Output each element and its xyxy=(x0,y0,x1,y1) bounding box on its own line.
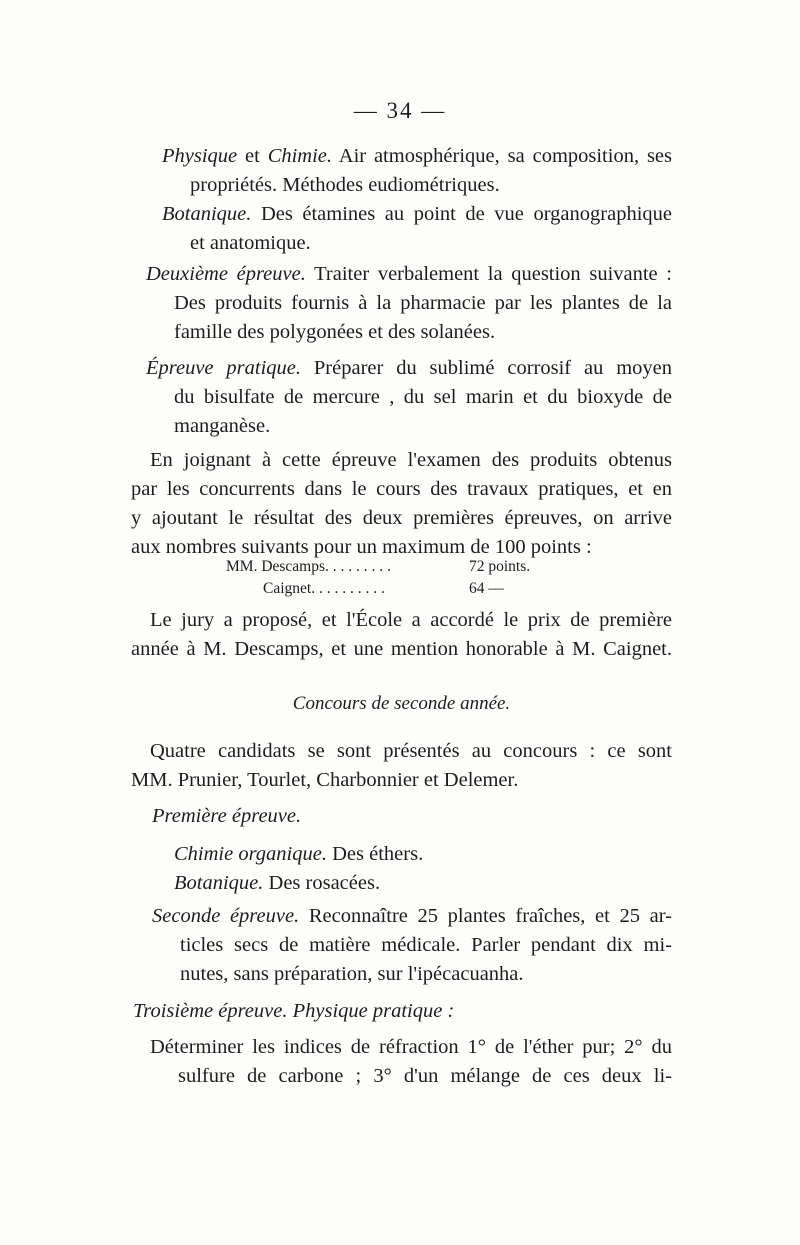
text-line xyxy=(174,869,574,898)
score-table xyxy=(226,556,556,600)
paragraph-epreuve-pratique xyxy=(146,354,672,441)
italic-term: Première épreuve. xyxy=(152,805,302,827)
text-span: Reconnaître 25 plantes fraîches, et 25 ar- xyxy=(299,905,672,927)
paragraph-candidats xyxy=(131,737,672,795)
score-name: Caignet. . . . . . . . . . xyxy=(263,580,385,597)
italic-term: Chimie organique. xyxy=(174,843,327,865)
text-line: famille des polygonées et des solanées. xyxy=(174,321,496,343)
paragraph-physique-chimie xyxy=(162,142,672,258)
text-line: manganèse. xyxy=(174,415,271,437)
text-line: nutes, sans préparation, sur l'ipécacuanha. xyxy=(180,963,524,985)
text-line: ticles secs de matière médicale. Parler pendant dix mi- xyxy=(180,934,672,956)
italic-term: Seconde épreuve. xyxy=(152,905,300,927)
text-line: Déterminer les indices de réfraction 1° de l'éther pur; 2° du xyxy=(150,1036,672,1058)
italic-term: Physique xyxy=(162,145,238,167)
troisieme-epreuve-label xyxy=(133,997,633,1026)
text-line xyxy=(162,200,672,229)
text-span: Des étamines au point de vue organographique xyxy=(251,203,672,225)
text-line: et anatomique. xyxy=(190,232,311,254)
text-line: y ajoutant le résultat des deux premières épreuves, on arrive xyxy=(131,507,672,529)
score-row xyxy=(226,556,556,578)
paragraph-jury xyxy=(131,606,672,664)
text-span: Air atmosphérique, sa composition, ses xyxy=(332,145,672,167)
italic-term: Deuxième épreuve. xyxy=(146,263,306,285)
text-line xyxy=(174,840,574,869)
text-span: Des rosacées. xyxy=(263,872,381,894)
text-line: aux nombres suivants pour un maximum de 100 points : xyxy=(131,536,592,558)
text-line: En joignant à cette épreuve l'examen des produits obtenus xyxy=(150,449,672,471)
score-row xyxy=(226,578,556,600)
text-line: MM. Prunier, Tourlet, Charbonnier et Delemer. xyxy=(131,769,519,791)
text-line xyxy=(152,902,672,931)
score-value: 64 — xyxy=(469,580,504,597)
score-name: MM. Descamps. . . . . . . . . xyxy=(226,558,391,575)
text-line: Des produits fournis à la pharmacie par les plantes de la xyxy=(174,292,672,314)
premiere-epreuve-label xyxy=(152,802,452,831)
page-number: — 34 — xyxy=(353,98,447,123)
text-line xyxy=(162,142,672,171)
text-span: et xyxy=(237,145,268,167)
text-line: année à M. Descamps, et une mention honorable à M. Caignet. xyxy=(131,638,672,660)
text-line: du bisulfate de mercure , du sel marin et du bioxyde de xyxy=(174,386,672,408)
italic-term: Botanique. xyxy=(174,872,264,894)
text-line: par les concurrents dans le cours des travaux pratiques, et en xyxy=(131,478,672,500)
text-span: Des éthers. xyxy=(326,843,424,865)
paragraph-chimie-organique xyxy=(174,840,574,898)
text-line xyxy=(146,354,672,383)
paragraph-examen xyxy=(131,446,672,562)
italic-term: Troisième épreuve. Physique pratique : xyxy=(133,1000,455,1022)
text-line xyxy=(146,260,672,289)
paragraph-refraction xyxy=(150,1033,672,1091)
heading-text: Concours de seconde année. xyxy=(292,693,511,714)
text-line: propriétés. Méthodes eudiométriques. xyxy=(190,174,500,196)
text-line: Quatre candidats se sont présentés au concours : ce sont xyxy=(150,740,672,762)
italic-term: Botanique. xyxy=(162,203,252,225)
text-line: sulfure de carbone ; 3° d'un mélange de ces deux li- xyxy=(178,1065,672,1087)
section-heading xyxy=(131,689,672,718)
paragraph-seconde-epreuve xyxy=(152,902,672,989)
text-span: Traiter verbalement la question suivante : xyxy=(305,263,672,285)
italic-term: Épreuve pratique. xyxy=(146,357,302,379)
paragraph-deuxieme-epreuve xyxy=(146,260,672,347)
text-span: Préparer du sublimé corrosif au moyen xyxy=(301,357,672,379)
italic-term: Chimie. xyxy=(267,145,333,167)
text-line: Le jury a proposé, et l'École a accordé le prix de première xyxy=(150,609,672,631)
score-value: 72 points. xyxy=(469,558,531,575)
